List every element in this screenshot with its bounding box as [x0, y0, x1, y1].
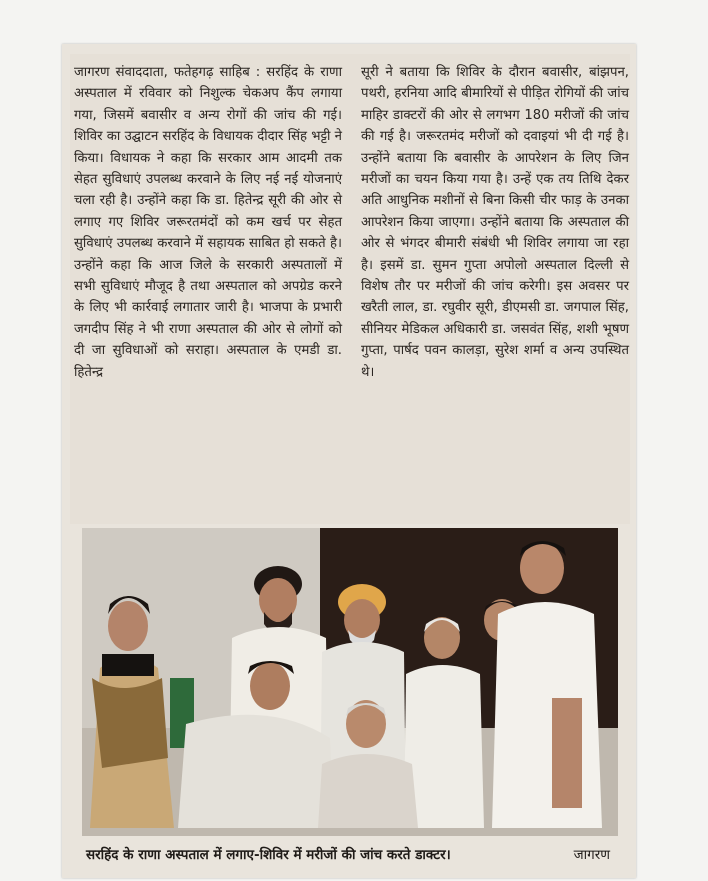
news-photo [82, 528, 618, 836]
photo-illustration [82, 528, 618, 836]
article-column-left [74, 62, 342, 383]
article-body [70, 54, 630, 524]
newspaper-clipping [62, 44, 636, 878]
article-paragraph: सूरी ने बताया कि शिविर के दौरान बवासीर, बांझपन, पथरी, हरनिया आदि बीमारियों से पीड़ित रोगियों की जांच माहिर डाक्टरों की ओर से लगभग 180 मरीजों की जांच की गई है। जरूरतमंद मरीजों को दवाइयां भी दी गई है। उन्होंने बताया कि बवासीर के आपरेशन के लिए जिन मरीजों का चयन किया गया है। उन्हें एक तय तिथि देकर अति आधुनिक मशीनों से बिना किसी चीर फाड़ के उनका आपरेशन किया जाएगा। उन्होंने बताया कि अस्पताल की ओर से भंगदर बीमारी संबंधी भी शिविर लगाया जा रहा है। इसमें डा. सुमन गुप्ता अपोलो अस्पताल दिल्ली से विशेष तौर पर मरीजों की जांच करेगी। इस अवसर पर खरैती लाल, डा. रघुवीर सूरी, डीएमसी डा. जगपाल सिंह, सीनियर मेडिकल अधिकारी डा. जसवंत सिंह, शशी भूषण गुप्ता, पार्षद पवन कालड़ा, सुरेश शर्मा व अन्य उपस्थित थे। [361, 65, 629, 380]
photo-caption [82, 842, 618, 868]
article-paragraph: जागरण संवाददाता, फतेहगढ़ साहिब : सरहिंद के राणा अस्पताल में रविवार को निशुल्क चेकअप कैंप लगाया गया, जिसमें बवासीर व अन्य रोगों की जांच की गई। शिविर का उद्घाटन सरहिंद के विधायक दीदार सिंह भट्टी ने किया। विधायक ने कहा कि सरकार आम आदमी तक सेहत सुविधाएं उपलब्ध करवाने के लिए नई नई योजनाएं चला रही है। उन्होंने कहा कि डा. हितेन्द्र सूरी की ओर से लगाए गए शिविर जरूरतमंदों को कम खर्च पर सेहत सुविधाएं उपलब्ध करवाने में सहायक साबित हो सकते है। उन्होंने कहा कि आज जिले के सरकारी अस्पतालों में सभी सुविधाएं मौजूद है तथा अस्पताल को अपग्रेड करने के लिए भी कार्रवाई लगातार जारी है। भाजपा के प्रभारी जगदीप सिंह ने भी राणा अस्पताल की ओर से लोगों को दी जा सुविधाओं को सराहा। अस्पताल के एमडी डा. हितेन्द्र [74, 65, 342, 380]
article-column-right [361, 62, 629, 383]
caption-text: सरहिंद के राणा अस्पताल में लगाए-शिविर में मरीजों की जांच करते डाक्टर। [86, 847, 451, 863]
caption-credit: जागरण [573, 847, 610, 863]
